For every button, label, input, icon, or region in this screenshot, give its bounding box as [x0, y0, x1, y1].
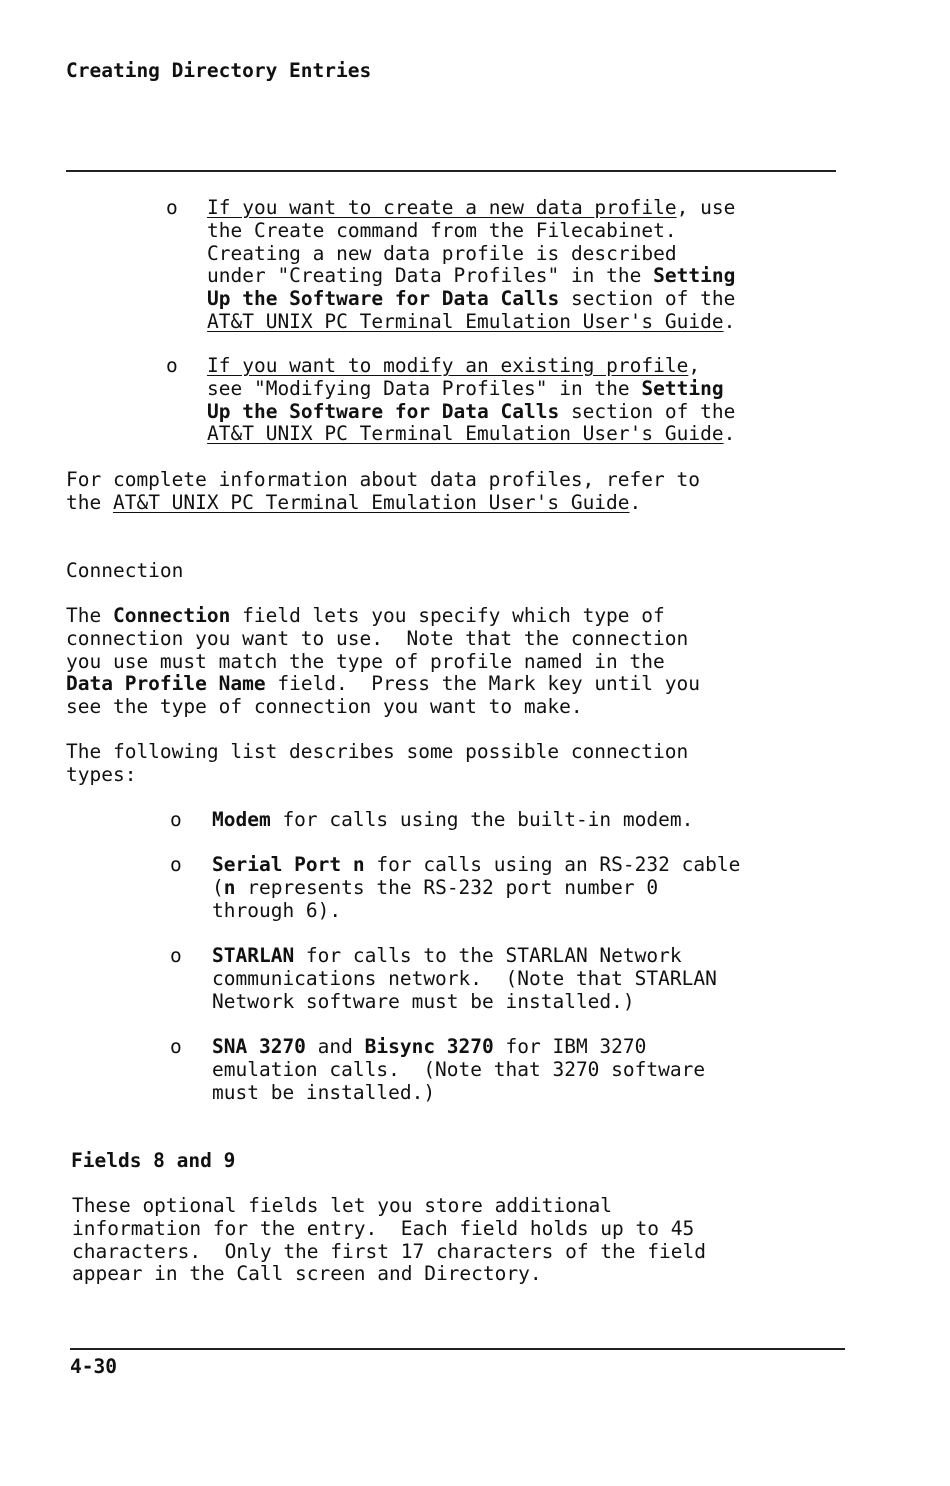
page-header-title: Creating Directory Entries: [66, 59, 372, 82]
guide-reference: AT&T UNIX PC Terminal Emulation User's Guide: [112, 490, 630, 514]
fields-paragraph: These optional fields let you store additional information for the entry. Each field holds up to 45 characters. Only the first 17 characters of the field appear in the Call screen and Directory.: [72, 1194, 706, 1286]
bullet-marker: o: [166, 354, 178, 377]
connection-type-modem: Modem for calls using the built-in modem.: [212, 808, 694, 831]
guide-reference: AT&T UNIX PC Terminal Emulation User's Guide: [207, 309, 724, 333]
guide-reference: AT&T UNIX PC Terminal Emulation User's Guide: [207, 422, 724, 446]
bullet-marker: o: [166, 196, 178, 219]
connection-list-intro: The following list describes some possible connection types:: [66, 740, 689, 786]
bullet-marker: o: [170, 808, 182, 831]
bullet-create-profile: If you want to create a new data profile, use the Create command from the Filecabinet. Creating a new data profile is described under "Creating Data Profiles" in the Setting Up the Software for Data Calls section of the AT&T UNIX PC Terminal Emulation User's Guide.: [207, 196, 736, 333]
connection-heading: Connection: [66, 559, 184, 582]
connection-type-serial-port: Serial Port n for calls using an RS-232 cable (n represents the RS-232 port number 0 through 6).: [212, 853, 741, 922]
create-profile-lead: If you want to create a new data profile: [207, 196, 677, 219]
header-rule: [66, 170, 836, 172]
bullet-marker: o: [170, 944, 182, 967]
bullet-modify-profile: If you want to modify an existing profile, see "Modifying Data Profiles" in the Setting Up the Software for Data Calls section of the AT&T UNIX PC Terminal Emulation User's Guide.: [207, 354, 736, 446]
bullet-marker: o: [170, 853, 182, 876]
complete-info-paragraph: For complete information about data profiles, refer to the AT&T UNIX PC Terminal Emulation User's Guide.: [66, 468, 700, 514]
connection-paragraph: The Connection field lets you specify which type of connection you want to use. Note that the connection you use must match the type of profile named in the Data Profile Name field. Press the Mark key until you see the type of connection you want to make.: [66, 604, 700, 719]
bullet-marker: o: [170, 1035, 182, 1058]
modify-profile-lead: If you want to modify an existing profile: [207, 354, 689, 377]
connection-type-starlan: STARLAN for calls to the STARLAN Network communications network. (Note that STARLAN Network software must be installed.): [212, 944, 717, 1013]
fields-heading: Fields 8 and 9: [71, 1149, 236, 1172]
connection-type-3270: SNA 3270 and Bisync 3270 for IBM 3270 emulation calls. (Note that 3270 software must be installed.): [212, 1035, 706, 1104]
page-number: 4-30: [70, 1355, 117, 1378]
footer-rule: [70, 1348, 845, 1350]
